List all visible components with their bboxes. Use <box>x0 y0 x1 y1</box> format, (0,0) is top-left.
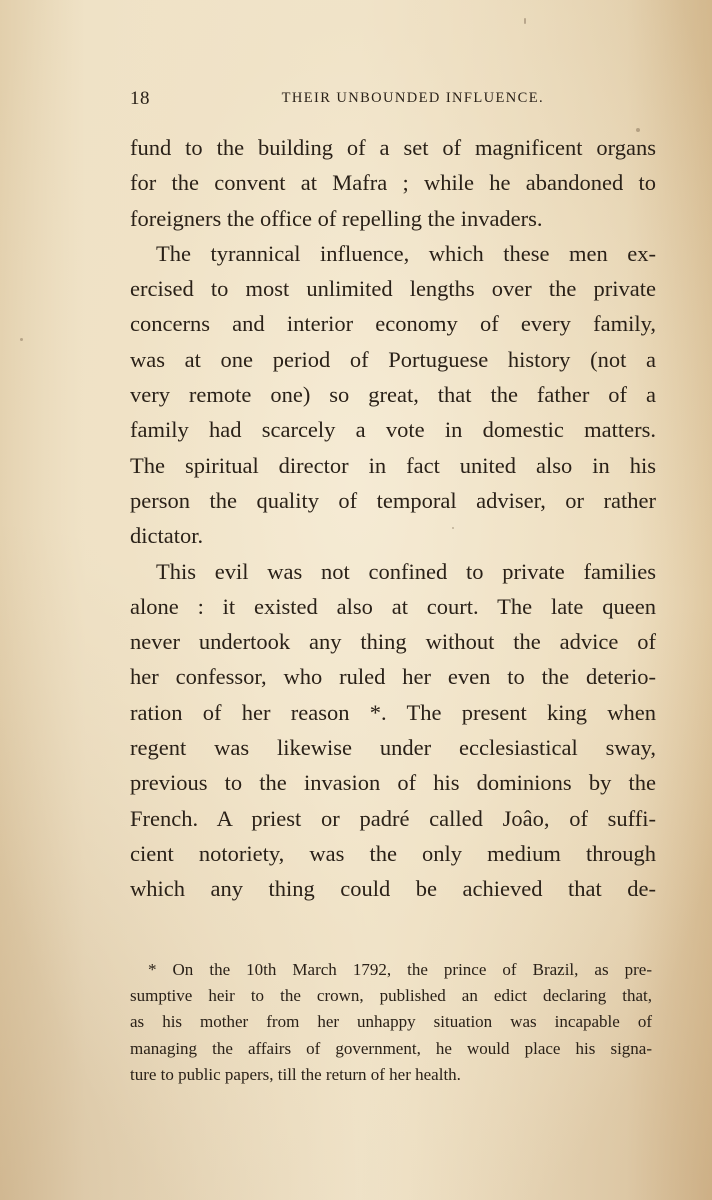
text-line: was at one period of Portuguese history (not a <box>130 346 656 372</box>
text-line: very remote one) so great, that the father of a <box>130 382 656 408</box>
paper-speck <box>20 338 23 341</box>
page-number: 18 <box>130 88 150 109</box>
text-line: fund to the building of a set of magnificent organs <box>130 135 656 160</box>
footnote-line: managing the affairs of government, he would place his signa- <box>130 1038 652 1058</box>
footnote-line: sumptive heir to the crown, published an edict declaring that, <box>130 986 652 1006</box>
footnote-line: as his mother from her unhappy situation was incapable of <box>130 1012 652 1032</box>
text-line: ration of her reason *. The present king when <box>130 699 656 725</box>
paper-speck <box>636 128 640 132</box>
footnote-line: * On the 10th March 1792, the prince of Brazil, as pre- <box>148 960 652 979</box>
text-line: The spiritual director in fact united also in his <box>130 452 656 478</box>
paper-speck <box>452 527 454 529</box>
text-line: person the quality of temporal adviser, or rather <box>130 487 656 513</box>
footnote <box>130 957 652 1088</box>
text-line: alone : it existed also at court. The late queen <box>130 593 656 619</box>
paper-speck <box>524 18 526 24</box>
text-line: her confessor, who ruled her even to the deterio- <box>130 664 656 690</box>
text-line: ercised to most unlimited lengths over the private <box>130 276 656 302</box>
running-head: THEIR UNBOUNDED INFLUENCE. <box>281 90 544 106</box>
text-line: which any thing could be achieved that de- <box>130 876 656 902</box>
text-line: cient notoriety, was the only medium through <box>130 840 656 866</box>
paragraph-start-line: This evil was not confined to private families <box>156 558 656 584</box>
footnote-line: ture to public papers, till the return of her health. <box>130 1064 461 1084</box>
text-line: never undertook any thing without the advice of <box>130 629 656 655</box>
text-line: concerns and interior economy of every family, <box>130 311 656 337</box>
text-line: for the convent at Mafra ; while he abandoned to <box>130 170 656 196</box>
text-line: foreigners the office of repelling the invaders. <box>130 205 543 231</box>
body-text <box>130 130 656 907</box>
text-line: dictator. <box>130 523 204 549</box>
text-line: family had scarcely a vote in domestic matters. <box>130 417 656 443</box>
text-line: previous to the invasion of his dominions by the <box>130 770 656 796</box>
text-line: regent was likewise under ecclesiastical sway, <box>130 735 656 761</box>
text-line: French. A priest or padré called Joâo, of suffi- <box>130 805 656 831</box>
paragraph-start-line: The tyrannical influence, which these men ex- <box>156 240 656 266</box>
page-header <box>130 88 544 112</box>
